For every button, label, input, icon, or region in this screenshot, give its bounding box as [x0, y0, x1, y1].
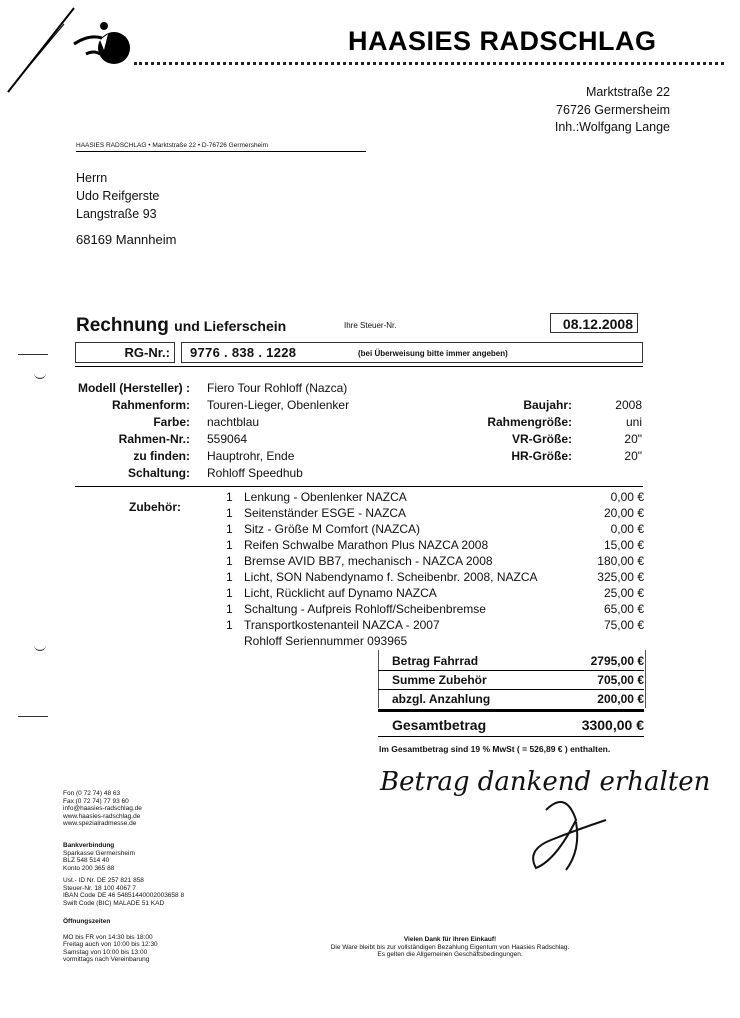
item-qty: 1: [226, 618, 233, 632]
divider: [378, 670, 644, 671]
spec-value-frame: Touren-Lieger, Obenlenker: [207, 398, 350, 412]
logo-icon: [4, 4, 134, 94]
address-line: 76726 Germersheim: [556, 102, 670, 117]
list-item: [226, 618, 644, 633]
tax-line: Swift Code (BIC) MALADE 51 KAD: [63, 899, 165, 907]
spec-value-rear-wheel: 20": [624, 449, 642, 463]
bank-line: Sparkasse Germersheim: [63, 849, 135, 857]
address-line: Inh.:Wolfgang Lange: [554, 120, 670, 134]
item-desc: Lenkung - Obenlenker NAZCA: [244, 490, 407, 504]
sender-rule: [76, 151, 366, 152]
spec-value-location: Hauptrohr, Ende: [207, 449, 295, 463]
item-price: 0,00 €: [610, 490, 644, 504]
total-value: 2795,00 €: [590, 654, 644, 668]
grand-total-row: [378, 717, 644, 735]
invoice-date: 08.12.2008: [550, 313, 638, 333]
recipient-line: Langstraße 93: [76, 207, 157, 221]
title-sub: und Lieferschein: [174, 318, 287, 334]
document-title: [76, 315, 286, 337]
list-item: [226, 538, 644, 553]
brand-name: HAASIES RADSCHLAG: [348, 26, 657, 56]
address-line: Marktstraße 22: [585, 85, 670, 99]
item-qty: 1: [226, 586, 233, 600]
total-value: 705,00 €: [597, 673, 644, 687]
item-price: 0,00 €: [610, 522, 644, 536]
contact-block: [63, 790, 142, 828]
spec-value-gear: Rohloff Speedhub: [207, 466, 303, 480]
total-value: 200,00 €: [597, 692, 644, 706]
item-price: 75,00 €: [603, 618, 644, 632]
grand-total-label: Gesamtbetrag: [392, 717, 487, 733]
recipient-city: 68169 Mannheim: [76, 232, 177, 247]
list-item: [226, 602, 644, 617]
tax-block: [63, 877, 184, 907]
total-label: abzgl. Anzahlung: [392, 692, 491, 706]
item-desc: Rohloff Seriennummer 093965: [244, 634, 408, 648]
footer-line: Die Ware bleibt bis zur vollständigen Bezahlung Eigentum von Haasies Radschlag.: [330, 943, 570, 951]
item-price: 180,00 €: [597, 554, 644, 568]
list-item: [226, 522, 644, 537]
item-qty: 1: [226, 554, 233, 568]
spec-value-front-wheel: 20": [624, 432, 642, 446]
spec-label-gear: Schaltung:: [128, 466, 190, 480]
list-item: [226, 586, 644, 601]
contact-line: www.haasies-radschlag.de: [63, 812, 141, 820]
tax-line: Ust.- ID Nr. DE 257 821 858: [63, 877, 144, 884]
item-qty: 1: [226, 570, 233, 584]
list-item: [226, 506, 644, 521]
hours-line: MO bis FR von 14:30 bis 18:00: [63, 933, 153, 941]
accessories-label: Zubehör:: [129, 500, 181, 514]
tax-line: IBAN Code DE 46 54851440002003658 8: [63, 892, 185, 899]
hours-line: vormittags nach Vereinbarung: [63, 956, 150, 963]
item-qty: 1: [226, 538, 233, 552]
spec-label-rear-wheel: HR-Größe:: [511, 449, 572, 463]
title-main: Rechnung: [76, 315, 169, 336]
divider: [378, 689, 644, 690]
list-item: [226, 634, 644, 649]
bank-block: [63, 842, 135, 872]
item-qty: 1: [226, 522, 233, 536]
mwst-note: Im Gesamtbetrag sind 19 % MwSt ( = 526,89 € ) enthalten.: [379, 744, 611, 754]
bank-line: BLZ 548 514 40: [63, 857, 110, 864]
item-desc: Bremse AVID BB7, mechanisch - NAZCA 2008: [244, 554, 493, 568]
item-desc: Sitz - Größe M Comfort (NAZCA): [244, 522, 421, 536]
spec-value-color: nachtblau: [207, 415, 260, 429]
hours-line: Samstag von 10:00 bis 13:00: [63, 948, 148, 956]
bank-title: Bankverbindung: [63, 842, 115, 849]
item-qty: 1: [226, 490, 233, 504]
contact-line: Fax (0 72 74) 77 93 60: [63, 797, 129, 805]
item-price: 65,00 €: [603, 602, 644, 616]
fold-mark: [18, 354, 48, 355]
punch-mark: [34, 370, 46, 379]
tax-number-label: Ihre Steuer-Nr.: [344, 321, 397, 330]
hours-block: [63, 918, 158, 964]
spec-label-size: Rahmengröße:: [487, 415, 572, 429]
rg-number: 9776 . 838 . 1228: [190, 345, 297, 360]
item-qty: 1: [226, 602, 233, 616]
signature-text: Betrag dankend erhalten: [380, 767, 711, 797]
contact-line: www.spezialradmesse.de: [63, 820, 137, 827]
total-row: [378, 692, 644, 707]
spec-label-color: Farbe:: [153, 415, 190, 429]
item-price: 15,00 €: [603, 538, 644, 552]
punch-mark: [34, 642, 46, 651]
rg-label: RG-Nr.:: [75, 342, 175, 363]
contact-line: info@haasies-radschlag.de: [63, 805, 142, 812]
grand-total-value: 3300,00 €: [581, 717, 644, 733]
item-desc: Licht, SON Nabendynamo f. Scheibenbr. 2008, NAZCA: [244, 570, 538, 584]
recipient-line: Udo Reifgerste: [76, 189, 160, 203]
item-price: 325,00 €: [597, 570, 644, 584]
spec-value-frame-no: 559064: [207, 432, 248, 446]
item-desc: Schaltung - Aufpreis Rohloff/Scheibenbremse: [244, 602, 486, 616]
invoice-number-row: [75, 342, 643, 363]
sender-line: HAASIES RADSCHLAG • Marktstraße 22 • D-76726 Germersheim: [76, 142, 269, 149]
total-label: Betrag Fahrrad: [392, 654, 479, 668]
rg-number-box: [181, 342, 643, 363]
divider: [378, 709, 644, 712]
recipient-address: [76, 169, 159, 223]
spec-label-front-wheel: VR-Größe:: [512, 432, 572, 446]
spec-label-frame-no: Rahmen-Nr.:: [118, 432, 190, 446]
hours-line: Freitag auch von 10:00 bis 12:30: [63, 941, 158, 948]
bank-line: Konto 200 365 88: [63, 864, 115, 872]
spec-label-year: Baujahr:: [523, 398, 572, 412]
item-desc: Reifen Schwalbe Marathon Plus NAZCA 2008: [244, 538, 489, 552]
dotted-divider: [134, 62, 724, 65]
item-qty: 1: [226, 506, 233, 520]
footer-note: [300, 936, 600, 959]
divider: [378, 736, 644, 737]
item-price: 20,00 €: [603, 506, 644, 520]
footer-line: Es gelten die Allgemeinen Geschäftsbedingungen.: [377, 951, 523, 958]
item-desc: Licht, Rücklicht auf Dynamo NAZCA: [244, 586, 437, 600]
divider: [75, 366, 643, 367]
rg-note: (bei Überweisung bitte immer angeben): [358, 349, 508, 358]
spec-value-size: uni: [625, 415, 642, 429]
total-label: Summe Zubehör: [392, 673, 487, 687]
tax-line: Steuer-Nr. 18 100 4067 7: [63, 884, 136, 892]
spec-label-model: Modell (Hersteller) :: [77, 381, 190, 395]
list-item: [226, 554, 644, 569]
item-price: 25,00 €: [603, 586, 644, 600]
footer-thanks: Vielen Dank für Ihren Einkauf!: [403, 936, 497, 943]
signature: [376, 750, 711, 880]
total-row: [378, 673, 644, 688]
divider: [75, 486, 643, 487]
total-row: [378, 654, 644, 669]
contact-line: Fon (0 72 74) 48 63: [63, 790, 121, 797]
spec-label-location: zu finden:: [133, 449, 190, 463]
hours-title: Öffnungszeiten: [63, 918, 111, 925]
spec-value-model: Fiero Tour Rohloff (Nazca): [207, 381, 348, 395]
fold-mark: [18, 716, 48, 717]
list-item: [226, 490, 644, 505]
spec-label-frame: Rahmenform:: [111, 398, 190, 412]
item-desc: Seitenständer ESGE - NAZCA: [244, 506, 407, 520]
item-desc: Transportkostenanteil NAZCA - 2007: [244, 618, 440, 632]
recipient-line: Herrn: [76, 171, 108, 185]
shop-address: [555, 84, 670, 137]
spec-value-year: 2008: [615, 398, 642, 412]
list-item: [226, 570, 644, 585]
